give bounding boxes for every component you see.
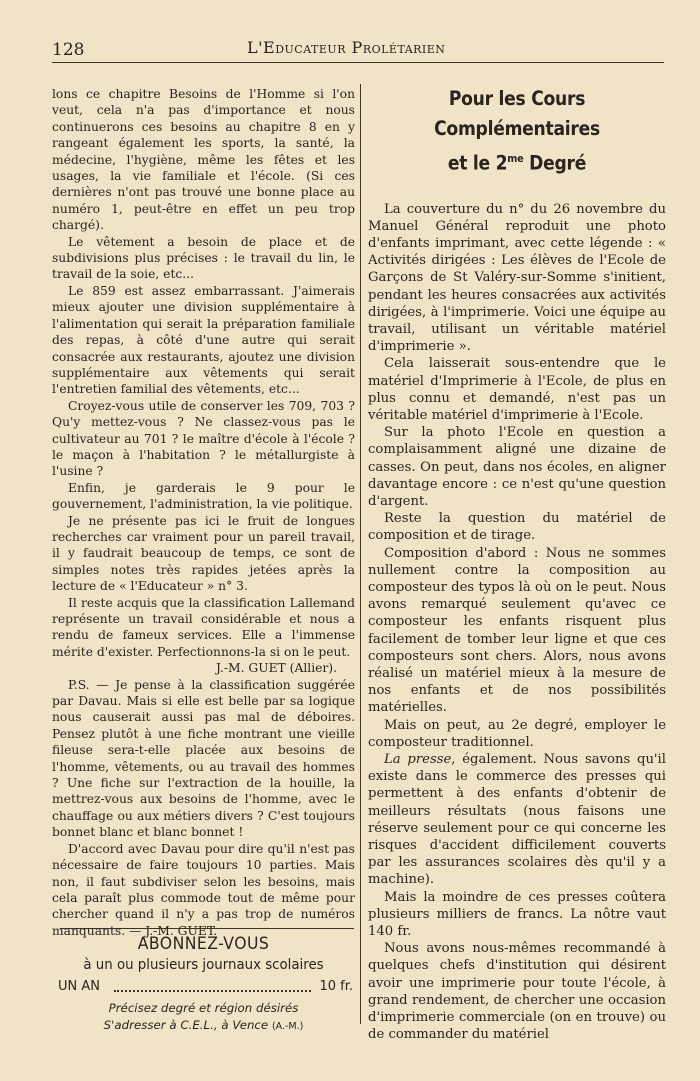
ad-title: ABONNEZ-VOUS	[137, 934, 270, 954]
headline-line-2	[386, 144, 648, 179]
paragraph: Le vêtement a besoin de place et de subdivisions plus précises : le travail du lin, le travail de la soie, etc...	[52, 234, 355, 282]
paragraph: Croyez-vous utile de conserver les 709, 703 ? Qu'y mettez-vous ? Ne classez-vous pas le cultivateur au 701 ? le maître d'école à l'école ? le maçon à l'habitation ? le métallurgiste à l'usine ?	[52, 398, 355, 479]
section-rule	[60, 928, 354, 929]
paragraph: Il reste acquis que la classification Lallemand représente un travail considérable et nous a rendu de fameux services. Elle a l'immense mérite d'exister. Perfectionnons-la si on le peut.	[52, 595, 355, 659]
subscription-ad	[52, 934, 355, 1035]
paragraph: Reste la question du matériel de composition et de tirage.	[368, 511, 666, 544]
paragraph: Nous avons nous-mêmes recommandé à quelques chefs d'institution qui désirent avoir une imprimerie pour toute l'école, à grand rendement, de chercher une occasion d'imprimerie commerciale (on en trouve) ou de commander du matériel	[368, 941, 666, 1043]
page-number: 128	[52, 40, 85, 60]
header-rule	[52, 62, 664, 63]
headline-superscript: me	[507, 152, 524, 165]
ps-paragraph: D'accord avec Davau pour dire qu'il n'est pas nécessaire de faire toujours 10 parties. Mais non, il faut subdiviser selon les besoins, mais cela paraît plus commode tout de même pour chercher quand il n'y a pas trop de numéros manquants. — J.-M. GUET.	[52, 841, 355, 938]
right-column	[368, 84, 666, 1043]
price-amount: 10 fr.	[319, 979, 353, 994]
paragraph: Enfin, je garderais le 9 pour le gouvernement, l'administration, la vie politique.	[52, 480, 355, 512]
signature: J.-M. GUET (Allier).	[215, 661, 337, 676]
paragraph: La couverture du n° du 26 novembre du Manuel Général reproduit une photo d'enfants imprimant, avec cette légende : « Activités dirigées : Les élèves de l'Ecole de Garçons de St Valéry-sur-Somme s'initient, pendant les heures consacrées aux activités dirigées, à l'imprimerie. Voici une équipe au travail, utilisant un véritable matériel d'imprimerie ».	[368, 201, 666, 355]
presse-label: La presse	[384, 752, 452, 767]
paragraph: Mais la moindre de ces presses coûtera plusieurs milliers de francs. La nôtre vaut 140 fr.	[368, 889, 666, 940]
headline-part: Degré	[523, 151, 587, 175]
price-label: UN AN	[58, 979, 100, 994]
ad-address: S'adresser à C.E.L., à Vence	[103, 1018, 269, 1032]
column-divider	[360, 84, 361, 1024]
page-header	[52, 38, 672, 64]
ad-note	[52, 1000, 355, 1035]
ad-note-line: Précisez degré et région désirés	[108, 1001, 299, 1015]
paragraph: Cela laisserait sous-entendre que le matériel d'Imprimerie à l'Ecole, de plus en plus connu et demandé, n'est pas un véritable matériel d'imprimerie à l'Ecole.	[368, 356, 666, 423]
ad-note-address	[52, 1017, 355, 1035]
paragraph: Mais on peut, au 2e degré, employer le composteur traditionnel.	[368, 717, 666, 750]
article-headline	[386, 84, 648, 179]
presse-text: , également. Nous savons qu'il existe dans le commerce des presses qui permettent à des enfants d'obtenir de meilleurs résultats (nous faisons une réserve seulement pour ce qui concerne les risques d'accident difficilement couverts par les assurances scolaires dès qu'il y a machine).	[368, 752, 666, 888]
article-body	[368, 201, 666, 1044]
headline-part: et le 2	[447, 151, 508, 175]
headline-line: Pour les Cours Complémentaires	[434, 87, 600, 140]
paragraph: Je ne présente pas ici le fruit de longues recherches car vraiment pour un pareil travail, il y faudrait beaucoup de temps, ce sont de simples notes très rapides jetées après la lecture de « l'Educateur » n° 3.	[52, 513, 355, 594]
ad-price-line	[52, 979, 355, 996]
ad-department: (A.-M.)	[271, 1021, 304, 1032]
paragraph: Composition d'abord : Nous ne sommes nullement contre la composition au composteur des typos là où on le peut. Nous avons remarqué seulement qu'avec ce composteur les enfants risquent plus facilement de tomber leur ligne et que ces composteurs sont chers. Alors, nous avons réalisé un matériel mieux à la mesure de nos enfants et de nos possibilités matérielles.	[368, 545, 666, 716]
paragraph: lons ce chapitre Besoins de l'Homme si l'on veut, cela n'a pas d'importance et nous continuerons ces besoins au chapitre 8 en y rangeant également les sports, la santé, la médecine, l'hygiène, même les fêtes et les usages, la vie familiale et l'école. (Si ces dernières n'ont pas trouvé une bonne place au numéro 1, peut-être en effet un peu trop chargé).	[52, 87, 355, 233]
ad-subtitle: à un ou plusieurs journaux scolaires	[83, 957, 324, 973]
left-column	[52, 86, 355, 939]
journal-title: L'Educateur Prolétarien	[247, 38, 446, 57]
paragraph: Le 859 est assez embarrassant. J'aimerais mieux ajouter une division supplémentaire à l'alimentation qui serait la préparation familiale des repas, à côté d'une autre qui serait consacrée aux restaurants, ajoutez une division supplémentaire aux vêtements qui serait l'entretien familial des vêtements, etc...	[52, 283, 355, 397]
paragraph: Sur la photo l'Ecole en question a complaisamment aligné une dizaine de casses. On peut, dans nos écoles, en aligner davantage encore : ce n'est qu'une question d'argent.	[368, 425, 666, 509]
ps-paragraph: P.S. — Je pense à la classification suggérée par Davau. Mais si elle est belle par sa logique nous causerait aussi pas mal de déboires. Pensez plutôt à une fiche montrant une vieille fileuse sera-t-elle placée aux besoins de l'homme, vêtements, ou au travail des hommes ? Une fiche sur l'extraction de la houille, la mettrez-vous aux besoins de l'homme, avec le chauffage ou aux métiers divers ? C'est toujours bonnet blanc et blanc bonnet !	[52, 677, 355, 840]
paragraph-presse	[368, 751, 666, 889]
dot-leader	[114, 990, 311, 992]
